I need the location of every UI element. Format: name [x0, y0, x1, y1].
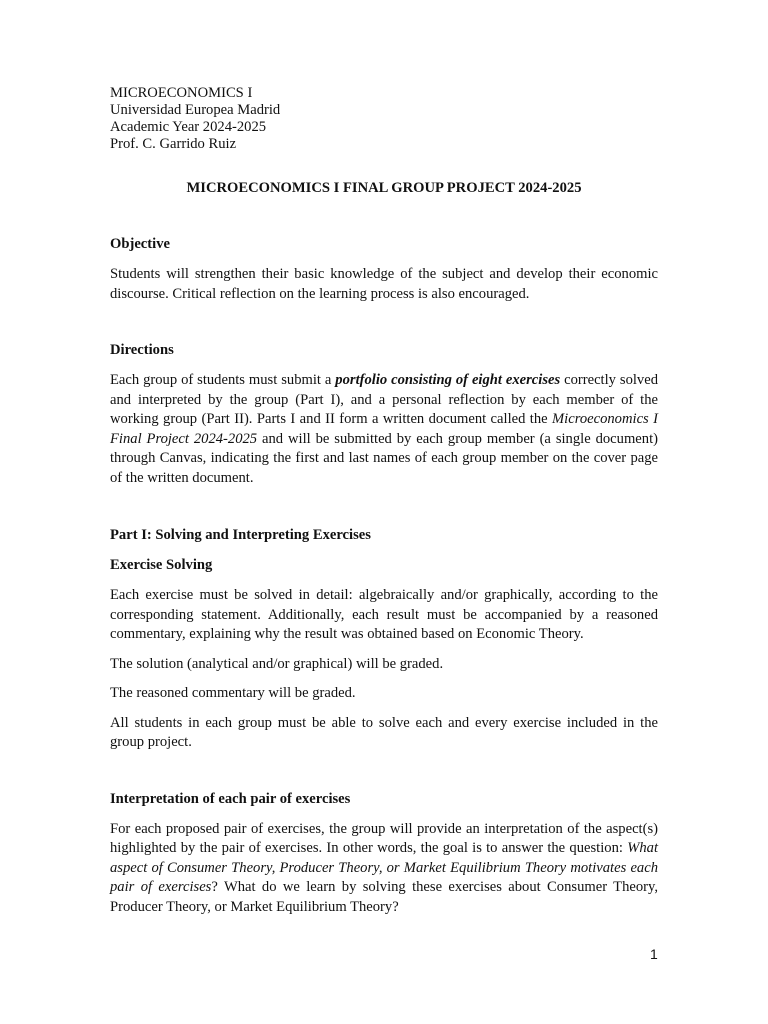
- part-one-paragraph: The reasoned commentary will be graded.: [110, 685, 356, 701]
- document-title: MICROECONOMICS I FINAL GROUP PROJECT 2024-2025: [186, 180, 582, 196]
- interpretation-text: For each proposed pair of exercises, the group will provide an interpretation of the aspect(s) highlighted by the pair of exercises. In other words, the goal is to answer the question: What aspect of Consumer Theory, Producer Theory, or Market Equilibrium Theory motivates each pair of exercises? What do we learn by solving these exercises about Consumer Theory, Producer Theory, or Market Equilibrium Theory?: [110, 820, 658, 915]
- university-name: Universidad Europea Madrid: [110, 102, 281, 118]
- directions-text: Each group of students must submit a portfolio consisting of eight exercises correctly solved and interpreted by the group (Part I), and a personal reflection by each member of the working group (Part II). Parts I and II form a written document called the Microeconomics I Final Project 2024-2025 and will be submitted by each group member (a single document) through Canvas, indicating the first and last names of each group member on the cover page of the written document.: [110, 372, 658, 486]
- interpretation-heading: Interpretation of each pair of exercises: [110, 790, 351, 807]
- part-one-paragraph: All students in each group must be able to solve each and every exercise included in the group project.: [110, 714, 658, 750]
- part-one-paragraph: Each exercise must be solved in detail: algebraically and/or graphically, according to the corresponding statement. Additionally, each result must be accompanied by a reasoned commentary, explaining why the result was obtained based on Economic Theory.: [110, 587, 658, 642]
- exercise-solving-heading: Exercise Solving: [110, 557, 213, 573]
- professor-name: Prof. C. Garrido Ruiz: [110, 136, 237, 152]
- course-name: MICROECONOMICS I: [110, 85, 253, 101]
- objective-heading: Objective: [110, 236, 170, 252]
- portfolio-emphasis: portfolio consisting of eight exercises: [335, 372, 561, 388]
- document-page: [110, 85, 658, 917]
- part-one-paragraph: The solution (analytical and/or graphical) will be graded.: [110, 655, 444, 672]
- interpretation-question: What aspect of Consumer Theory, Producer Theory, or Market Equilibrium Theory motivates each pair of exercises: [110, 840, 658, 895]
- course-header: [110, 85, 658, 153]
- page-number: 1: [650, 946, 658, 962]
- objective-text: Students will strengthen their basic knowledge of the subject and develop their economic discourse. Critical reflection on the learning process is also encouraged.: [110, 266, 658, 302]
- part-one-heading: Part I: Solving and Interpreting Exercises: [110, 527, 371, 543]
- project-document-name: Microeconomics I Final Project 2024-2025: [110, 411, 658, 447]
- academic-year: Academic Year 2024-2025: [110, 119, 267, 135]
- directions-heading: Directions: [110, 342, 174, 358]
